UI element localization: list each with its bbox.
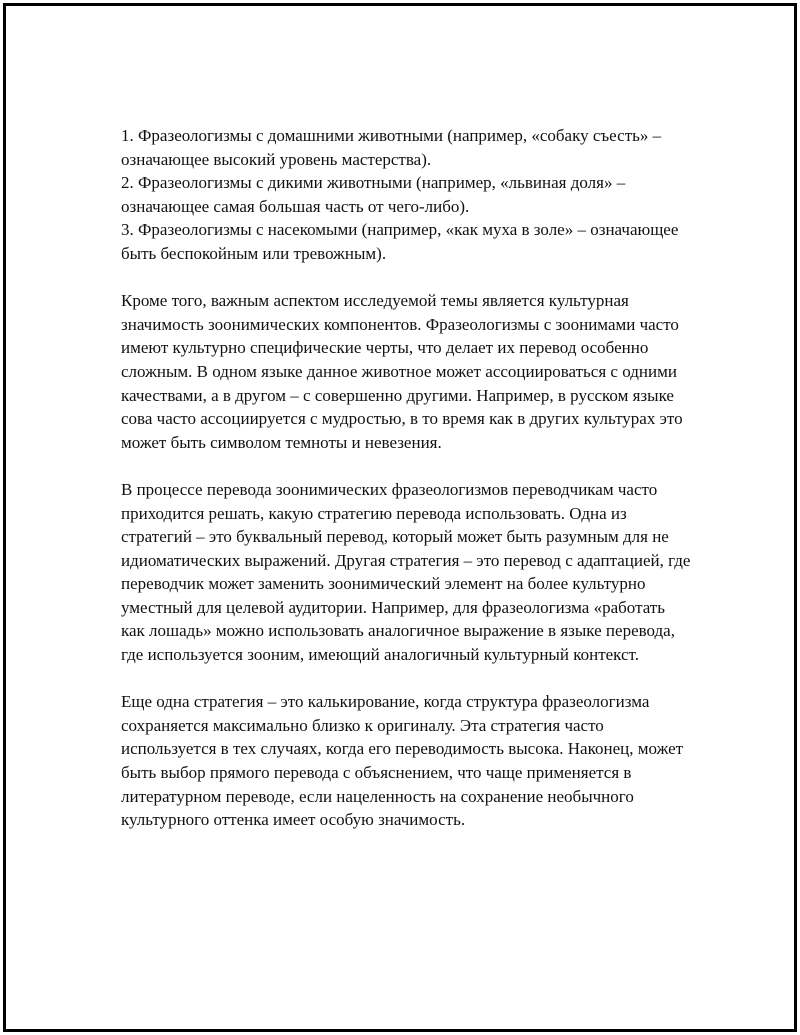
page-frame bbox=[3, 3, 797, 1032]
paragraph-spacer bbox=[121, 266, 691, 290]
paragraph-translation-strategies: В процессе перевода зоонимических фразеологизмов переводчикам часто приходится решать, какую стратегию перевода использовать. Одна из стратегий – это буквальный перевод, который может быть разумным для не идиоматических выражений. Другая стратегия – это перевод с адаптацией, где переводчик может заменить зоонимический элемент на более культурно уместный для целевой аудитории. Например, для фразеологизма «работать как лошадь» можно использовать аналогичное выражение в языке перевода, где используется зооним, имеющий аналогичный культурный контекст. bbox=[121, 479, 691, 665]
paragraph-calque-strategy: Еще одна стратегия – это калькирование, когда структура фразеологизма сохраняется максимально близко к оригиналу. Эта стратегия часто используется в тех случаях, когда его переводимость высока. Наконец, может быть выбор прямого перевода с объяснением, что чаще применяется в литературном переводе, если нацеленность на сохранение необычного культурного оттенка имеет особую значимость. bbox=[121, 692, 684, 830]
document-body bbox=[121, 124, 691, 832]
paragraph-cultural-significance: Кроме того, важным аспектом исследуемой темы является культурная значимость зоонимических компонентов. Фразеологизмы с зоонимами часто имеют культурно специфические черты, что делает их перевод особенно сложным. В одном языке данное животное может ассоциироваться с одними качествами, а в другом – с совершенно другими. Например, в русском языке сова часто ассоциируется с мудростью, в то время как в других культурах это может быть символом темноты и невезения. bbox=[121, 291, 683, 452]
list-item-domestic: 1. Фразеологизмы с домашними животными (например, «собаку съесть» – означающее высокий уровень мастерства). bbox=[121, 126, 662, 169]
list-item-insects: 3. Фразеологизмы с насекомыми (например, «как муха в золе» – означающее быть беспокойным или тревожным). bbox=[121, 220, 679, 263]
category-list bbox=[121, 124, 691, 266]
list-item-wild: 2. Фразеологизмы с дикими животными (например, «львиная доля» – означающее самая большая часть от чего-либо). bbox=[121, 173, 626, 216]
paragraph-spacer bbox=[121, 454, 691, 478]
paragraph-spacer bbox=[121, 667, 691, 691]
